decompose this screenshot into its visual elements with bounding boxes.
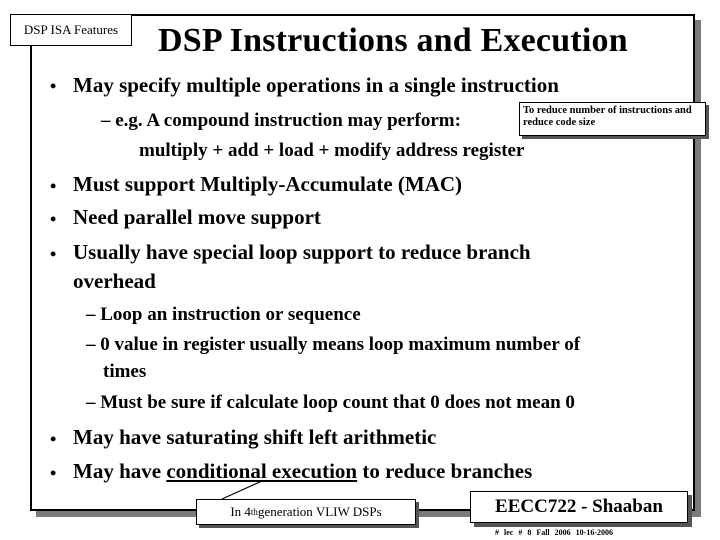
sub-zero-value-cont: times <box>103 361 147 382</box>
callout-line <box>222 481 262 499</box>
bullet-multiple-operations: May specify multiple operations in a single instruction <box>73 73 559 97</box>
bullet-marker: • <box>50 429 57 449</box>
slide-title: DSP Instructions and Execution <box>158 22 628 59</box>
text-fragment: May have <box>73 459 167 483</box>
bullet-loop-support-cont: overhead <box>73 269 156 293</box>
sub-compound-instruction: – e.g. A compound instruction may perform: <box>101 110 461 131</box>
bullet-mac: Must support Multiply-Accumulate (MAC) <box>73 172 463 196</box>
conditional-execution-term: conditional execution <box>166 459 358 483</box>
sub-loop-count: – Must be sure if calculate loop count that 0 does not mean 0 <box>86 392 575 413</box>
callout-sup: th <box>250 507 258 517</box>
topic-label: DSP ISA Features <box>10 14 132 46</box>
bullet-marker: • <box>50 463 57 483</box>
text-fragment: to reduce branches <box>357 459 533 483</box>
sub-zero-value: – 0 value in register usually means loop maximum number of <box>86 334 581 355</box>
callout-post: generation VLIW DSPs <box>257 504 382 519</box>
vliw-callout <box>196 499 416 525</box>
lecture-footer: # lec # 8 Fall 2006 10-16-2006 <box>495 528 613 537</box>
code-size-note: To reduce number of instructions and reduce code size <box>519 102 706 136</box>
course-label: EECC722 - Shaaban <box>470 491 688 523</box>
bullet-parallel-move: Need parallel move support <box>73 205 321 229</box>
callout-pre: In 4 <box>230 504 251 519</box>
bullet-saturating-shift: May have saturating shift left arithmetic <box>73 425 437 449</box>
bullet-marker: • <box>50 209 57 229</box>
bullet-marker: • <box>50 76 57 96</box>
sub-compound-ops: multiply + add + load + modify address register <box>139 140 525 161</box>
bullet-marker: • <box>50 176 57 196</box>
sub-loop-sequence: – Loop an instruction or sequence <box>86 304 361 325</box>
bullet-loop-support: Usually have special loop support to reduce branch <box>73 240 531 264</box>
bullet-marker: • <box>50 244 57 264</box>
